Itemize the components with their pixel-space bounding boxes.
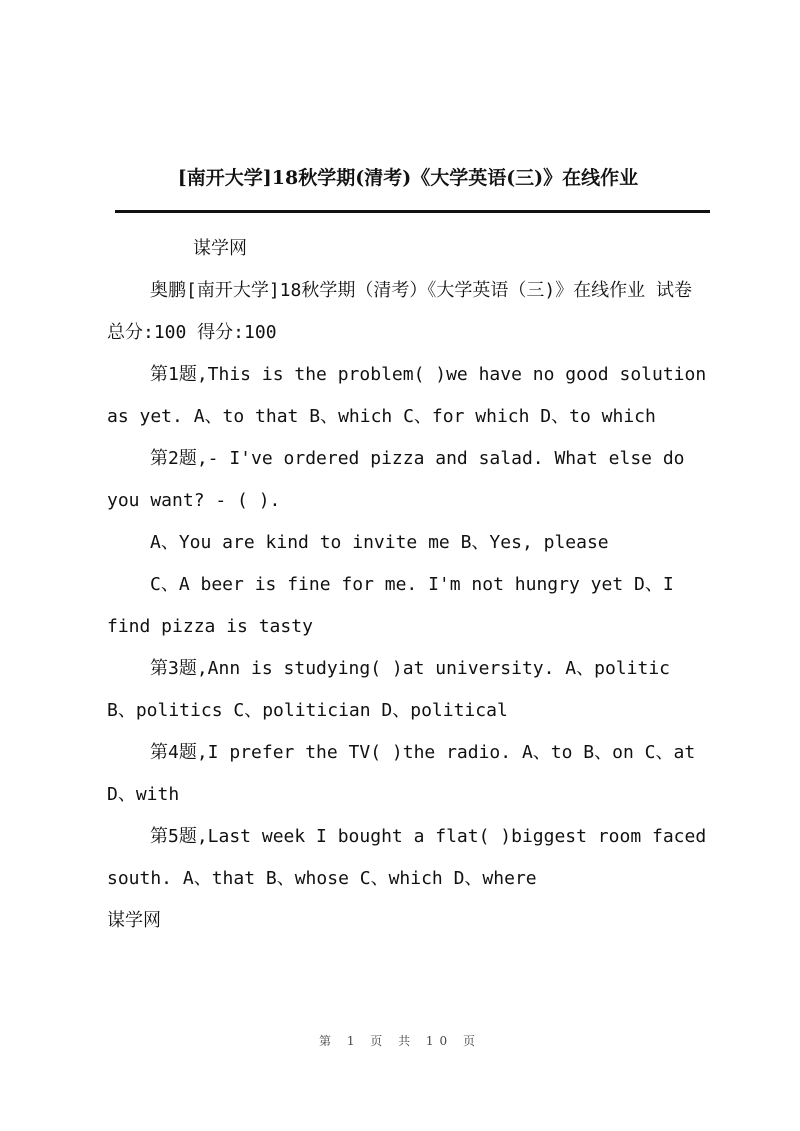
paragraph-intro: 奥鹏[南开大学]18秋学期（清考）《大学英语（三)》在线作业 试卷总分:100 得分:100 [107,280,693,343]
page-number: 第 1 页 共 10 页 [319,1034,481,1048]
document-title: [南开大学]18秋学期(清考)《大学英语(三)》在线作业 [177,167,639,189]
question-3: 第3题,Ann is studying( )at university. A、politic B、politics C、politician D、political [107,658,670,721]
title-divider [115,210,710,213]
question-4: 第4题,I prefer the TV( )the radio. A、to B、on C、at D、with [107,742,696,805]
paragraph-header-watermark: 谋学网 [193,238,247,259]
paragraph-footer-watermark: 谋学网 [107,910,161,931]
question-5: 第5题,Last week I bought a flat( )biggest room faced south. A、that B、whose C、which D、where [107,826,707,889]
document-body [107,228,707,942]
question-1: 第1题,This is the problem( )we have no good solution as yet. A、to that B、which C、for which D、to which [107,364,707,427]
question-2-options-cd: C、A beer is fine for me. I'm not hungry yet D、I find pizza is tasty [107,574,674,637]
question-2: 第2题,- I've ordered pizza and salad. What else do you want? - ( ). [107,448,685,511]
question-2-options-ab: A、You are kind to invite me B、Yes, please [150,532,609,553]
